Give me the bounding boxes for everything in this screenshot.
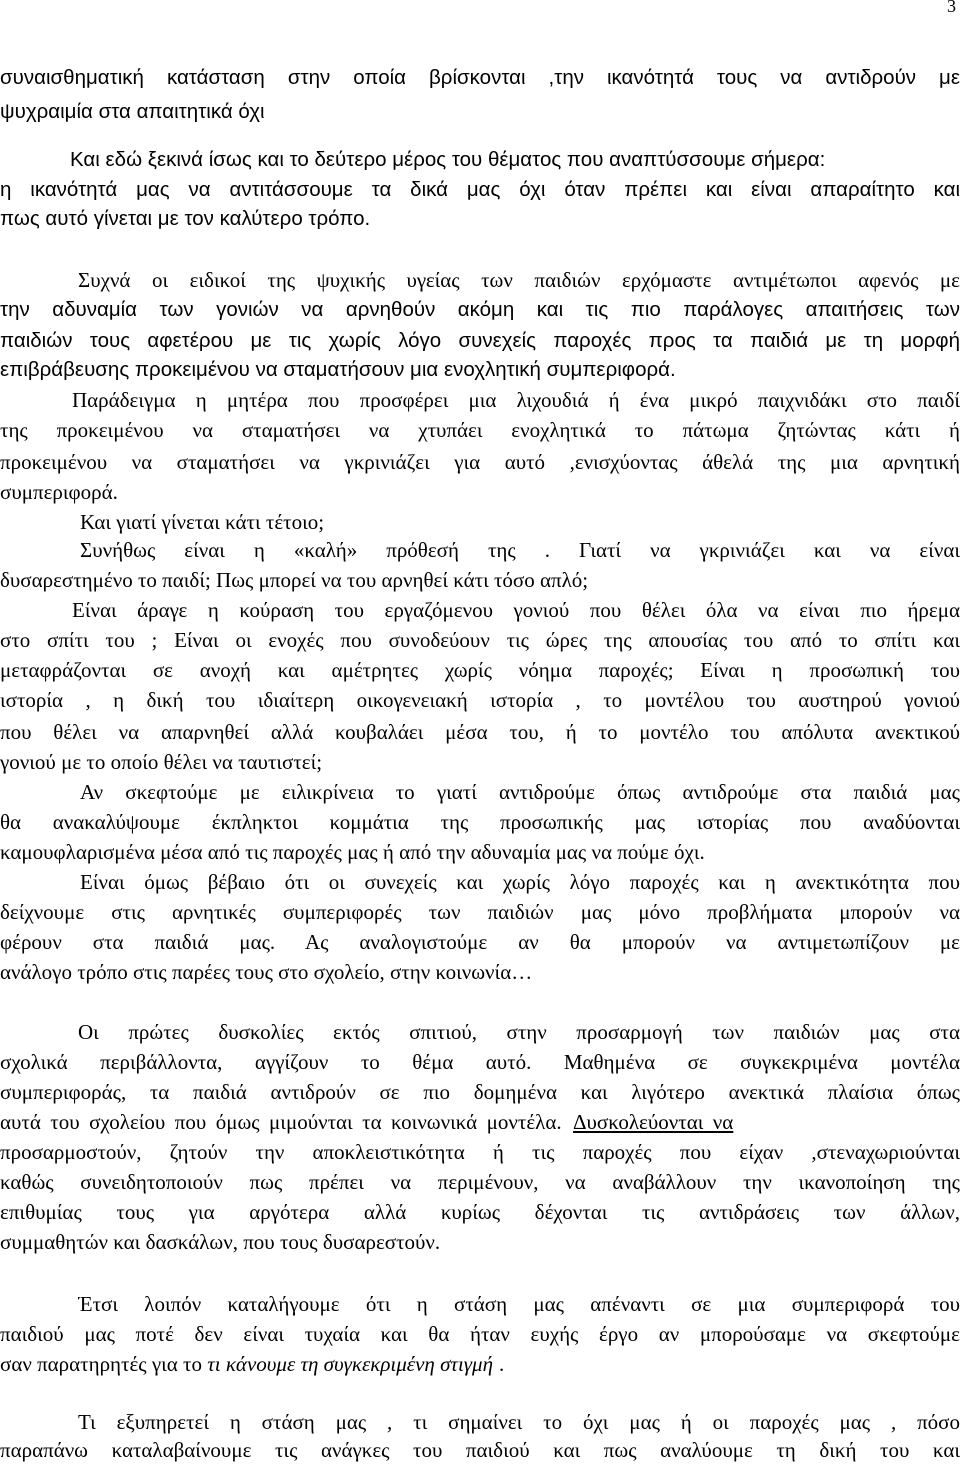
text-line: επιβράβευσης προκειμένου να σταματήσουν μια ενοχλητική συμπεριφορά. (0, 358, 676, 381)
text-line: Και γιατί γίνεται κάτι τέτοιο; (80, 510, 325, 534)
text-line: προσαρμοστούν, ζητούν την αποκλειστικότητα ή τις παροχές που είχαν ,στεναχωριούνται (0, 1140, 960, 1164)
text-line: της προκειμένου να σταματήσει να χτυπάει ενοχλητικά το πάτωμα ζητώντας κάτι ή (0, 418, 960, 442)
text-line: Παράδειγμα η μητέρα που προσφέρει μια λιχουδιά ή ένα μικρό παιχνιδάκι στο παιδί (72, 388, 960, 412)
text-line: σχολικά περιβάλλοντα, αγγίζουν το θέμα αυτό. Μαθημένα σε συγκεκριμένα μοντέλα (0, 1050, 960, 1074)
text-line: Τι εξυπηρετεί η στάση μας , τι σημαίνει το όχι μας ή οι παροχές μας , πόσο (78, 1410, 960, 1434)
text-line (0, 1348, 960, 1380)
text-line: καθώς συνειδητοποιούν πως πρέπει να περιμένουν, να αναβάλλουν την ικανοποίηση της (0, 1170, 960, 1194)
text-line: επιθυμίας τους για αργότερα αλλά κυρίως δέχονται τις αντιδράσεις των άλλων, (0, 1200, 960, 1224)
text-line (0, 1106, 960, 1138)
text-line: Οι πρώτες δυσκολίες εκτός σπιτιού, στην προσαρμογή των παιδιών μας στα (78, 1020, 960, 1044)
text-line: Και εδώ ξεκινά ίσως και το δεύτερο μέρος του θέματος που αναπτύσσουμε σήμερα: (70, 148, 826, 171)
text-line: προκειμένου να σταματήσει να γκρινιάζει για αυτό ,ενισχύοντας άθελά της μια αρνητική (0, 450, 960, 474)
text-line: συμπεριφοράς, τα παιδιά αντιδρούν σε πιο δομημένα και λιγότερο ανεκτικά πλαίσια όπως (0, 1080, 960, 1104)
text-line: Αν σκεφτούμε με ειλικρίνεια το γιατί αντιδρούμε όπως αντιδρούμε στα παιδιά μας (80, 780, 960, 804)
text-line: συναισθηματική κατάσταση στην οποία βρίσκονται ,την ικανότητά τους να αντιδρούν με (0, 66, 960, 89)
text-line: συμπεριφορά. (0, 480, 118, 504)
text-line: παιδιών τους αφετέρου με τις χωρίς λόγο συνεχείς παροχές προς τα παιδιά με τη μορφή (0, 329, 960, 352)
text-line: στο σπίτι του ; Είναι οι ενοχές που συνοδεύουν τις ώρες της απουσίας του από το σπίτι και (0, 628, 960, 652)
text-line: ιστορία , η δική του ιδιαίτερη οικογενειακή ιστορία , το μοντέλου του αυστηρού γονιού (0, 688, 960, 712)
text-line: Έτσι λοιπόν καταλήγουμε ότι η στάση μας απέναντι σε μια συμπεριφορά του (78, 1292, 960, 1316)
text-line: η ικανότητά μας να αντιτάσσουμε τα δικά μας όχι όταν πρέπει και είναι απαραίτητο και (0, 178, 960, 201)
text-segment: αυτά του σχολείου που όμως μιμούνται τα κοινωνικά μοντέλα. (0, 1110, 562, 1134)
text-line: φέρουν στα παιδιά μας. Ας αναλογιστούμε αν θα μπορούν να αντιμετωπίζουν με (0, 930, 960, 954)
text-line: Συνήθως είναι η «καλή» πρόθεσή της . Γιατί να γκρινιάζει και να είναι (80, 538, 960, 562)
italic-text: τι κάνουμε τη συγκεκριμένη στιγμή (207, 1352, 494, 1376)
text-line: γονιού με το οποίο θέλει να ταυτιστεί; (0, 750, 323, 774)
text-line: συμμαθητών και δασκάλων, που τους δυσαρεστούν. (0, 1230, 441, 1254)
text-line: Είναι άραγε η κούραση του εργαζόμενου γονιού που θέλει όλα να είναι πιο ήρεμα (72, 598, 960, 622)
text-line: ψυχραιμία στα απαιτητικά όχι (0, 100, 265, 123)
text-line: Συχνά οι ειδικοί της ψυχικής υγείας των παιδιών ερχόμαστε αντιμέτωποι αφενός με (78, 268, 960, 292)
text-line: θα ανακαλύψουμε έκπληκτοι κομμάτια της προσωπικής μας ιστορίας που αναδύονται (0, 810, 960, 834)
text-line: πως αυτό γίνεται με τον καλύτερο τρόπο. (0, 207, 371, 230)
text-line: την αδυναμία των γονιών να αρνηθούν ακόμη και τις πιο παράλογες απαιτήσεις των (0, 298, 960, 321)
text-segment: σαν παρατηρητές για το (0, 1352, 202, 1376)
text-line: που θέλει να απαρνηθεί αλλά κουβαλάει μέσα του, ή το μοντέλο του απόλυτα ανεκτικού (0, 720, 960, 744)
text-line: παιδιού μας ποτέ δεν είναι τυχαία και θα ήταν ευχής έργο αν μπορούσαμε να σκεφτούμε (0, 1322, 960, 1346)
underlined-text: Δυσκολεύονται να (573, 1110, 734, 1134)
text-line: ανάλογο τρόπο στις παρέες τους στο σχολείο, στην κοινωνία… (0, 960, 533, 984)
text-line: δυσαρεστημένο το παιδί; Πως μπορεί να του αρνηθεί κάτι τόσο απλό; (0, 568, 589, 592)
text-segment: . (499, 1352, 505, 1376)
page-number: 3 (947, 0, 956, 16)
text-line: Είναι όμως βέβαιο ότι οι συνεχείς και χωρίς λόγο παροχές και η ανεκτικότητα που (80, 870, 960, 894)
text-line: καμουφλαρισμένα μέσα από τις παροχές μας ή από την αδυναμία μας να πούμε όχι. (0, 840, 705, 864)
text-line: παραπάνω καταλαβαίνουμε τις ανάγκες του παιδιού και πως αναλύουμε τη δική του και (0, 1438, 960, 1462)
text-line: μεταφράζονται σε ανοχή και αμέτρητες χωρίς νόημα παροχές; Είναι η προσωπική του (0, 658, 960, 682)
text-line: δείχνουμε στις αρνητικές συμπεριφορές των παιδιών μας μόνο προβλήματα μπορούν να (0, 900, 960, 924)
